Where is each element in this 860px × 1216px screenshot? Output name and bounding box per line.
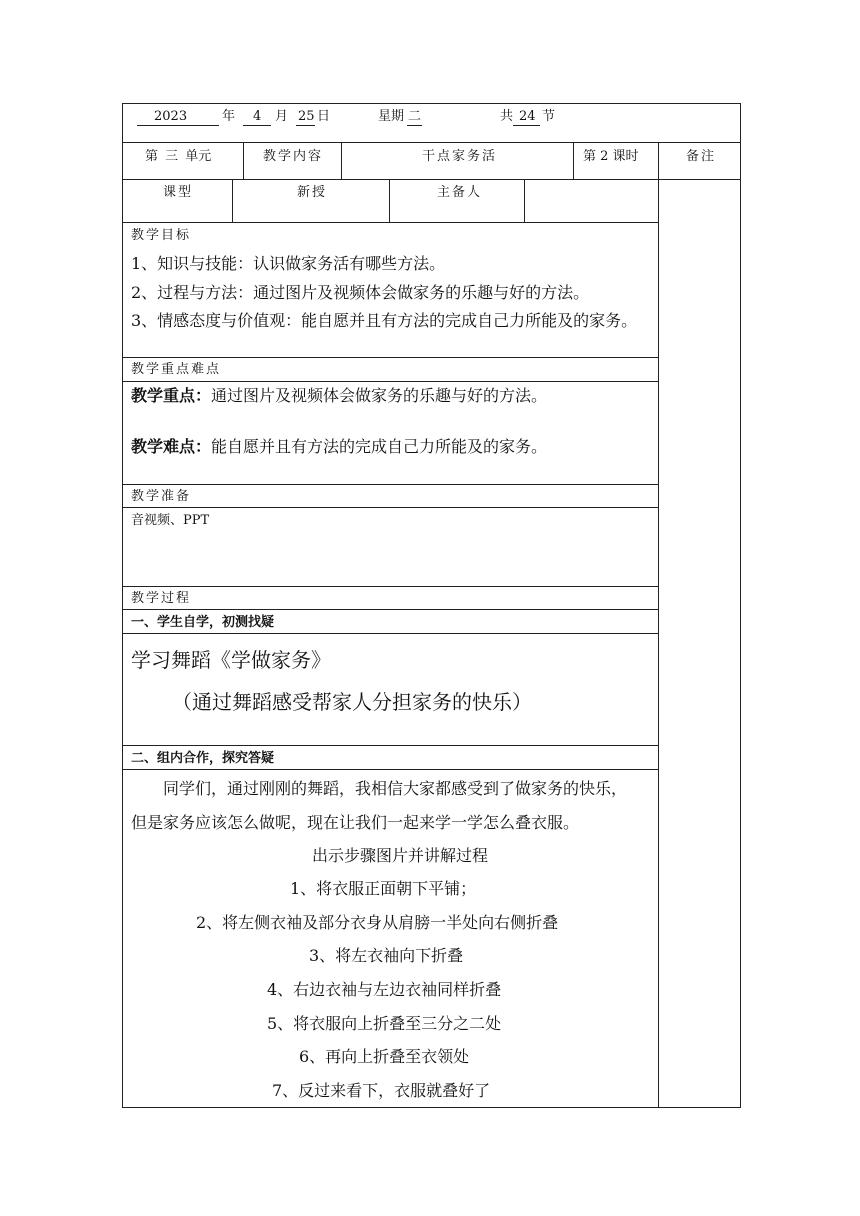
focus-text: 通过图片及视频体会做家务的乐趣与好的方法。 [211, 386, 548, 405]
header-total-label: 共 [500, 109, 514, 124]
row-divider [122, 222, 658, 223]
steps-intro: 出示步骤图片并讲解过程 [312, 846, 489, 865]
month-underline [243, 125, 271, 126]
section-paragraph: 但是家务应该怎么做呢，现在让我们一起来学一学怎么叠衣服。 [131, 813, 580, 832]
row-divider [122, 507, 658, 508]
year-underline [137, 125, 219, 126]
column-divider [573, 142, 574, 179]
prep-text: 音视频、PPT [131, 513, 210, 528]
row-divider [122, 609, 658, 610]
section-title: 二、组内合作，探究答疑 [131, 751, 275, 766]
header-month: 4 [253, 109, 262, 124]
course-type-label: 课型 [163, 185, 194, 200]
step-item: 6、再向上折叠至衣领处 [299, 1047, 470, 1066]
focus-label: 教学重点： [131, 386, 212, 405]
notes-label: 备注 [686, 149, 717, 164]
header-total-unit: 节 [542, 109, 556, 124]
process-heading: 教学过程 [131, 591, 192, 606]
header-year-unit: 年 [222, 109, 236, 124]
header-day-unit: 日 [317, 109, 331, 124]
row-divider [122, 484, 658, 485]
difficulty-label: 教学难点： [131, 437, 212, 456]
header-day: 25 [298, 109, 315, 124]
section-title: 一、学生自学，初测找疑 [131, 615, 275, 630]
goals-heading: 教学目标 [131, 228, 192, 243]
step-item: 1、将衣服正面朝下平铺； [290, 879, 477, 898]
lesson-number: 第 2 课时 [583, 149, 639, 164]
row-divider [122, 586, 658, 587]
row-divider [122, 769, 658, 770]
unit-cell: 第 三 单元 [145, 149, 212, 164]
course-type-value: 新授 [297, 185, 328, 200]
step-item: 3、将左衣袖向下折叠 [309, 946, 464, 965]
step-item: 4、右边衣袖与左边衣袖同样折叠 [267, 980, 502, 999]
goal-item: 3、情感态度与价值观：能自愿并且有方法的完成自己力所能及的家务。 [131, 311, 638, 330]
lesson-topic: 干点家务活 [422, 149, 498, 164]
total-underline [513, 125, 540, 126]
row-divider [122, 179, 741, 180]
column-divider [658, 142, 659, 1108]
header-weekday-label: 星期 [378, 109, 405, 124]
column-divider [389, 179, 390, 222]
step-item: 2、将左侧衣袖及部分衣身从肩膀一半处向右侧折叠 [196, 913, 559, 932]
preparer-label: 主备人 [437, 185, 483, 200]
header-weekday: 二 [408, 109, 422, 124]
row-divider [122, 745, 658, 746]
column-divider [341, 142, 342, 179]
step-item: 5、将衣服向上折叠至三分之二处 [267, 1014, 502, 1033]
section-body: 学习舞蹈《学做家务》 [131, 648, 331, 672]
column-divider [243, 142, 244, 179]
section-body: （通过舞蹈感受帮家人分担家务的快乐） [172, 690, 532, 714]
goal-item: 1、知识与技能：认识做家务活有哪些方法。 [131, 254, 446, 273]
section-paragraph: 同学们，通过刚刚的舞蹈，我相信大家都感受到了做家务的快乐， [163, 779, 628, 798]
row-divider [122, 633, 658, 634]
step-item: 7、反过来看下，衣服就叠好了 [272, 1081, 491, 1100]
row-divider [122, 357, 658, 358]
column-divider [232, 179, 233, 222]
row-divider [122, 381, 658, 382]
key-points-heading: 教学重点难点 [131, 362, 222, 377]
column-divider [524, 179, 525, 222]
header-month-unit: 月 [275, 109, 289, 124]
content-label: 教学内容 [263, 149, 324, 164]
prep-heading: 教学准备 [131, 489, 192, 504]
row-divider [122, 142, 741, 143]
day-underline [296, 125, 315, 126]
difficulty-text: 能自愿并且有方法的完成自己力所能及的家务。 [211, 437, 548, 456]
header-total: 24 [519, 109, 536, 124]
goal-item: 2、过程与方法：通过图片及视频体会做家务的乐趣与好的方法。 [131, 283, 590, 302]
header-year: 2023 [154, 109, 188, 124]
weekday-underline [407, 125, 422, 126]
